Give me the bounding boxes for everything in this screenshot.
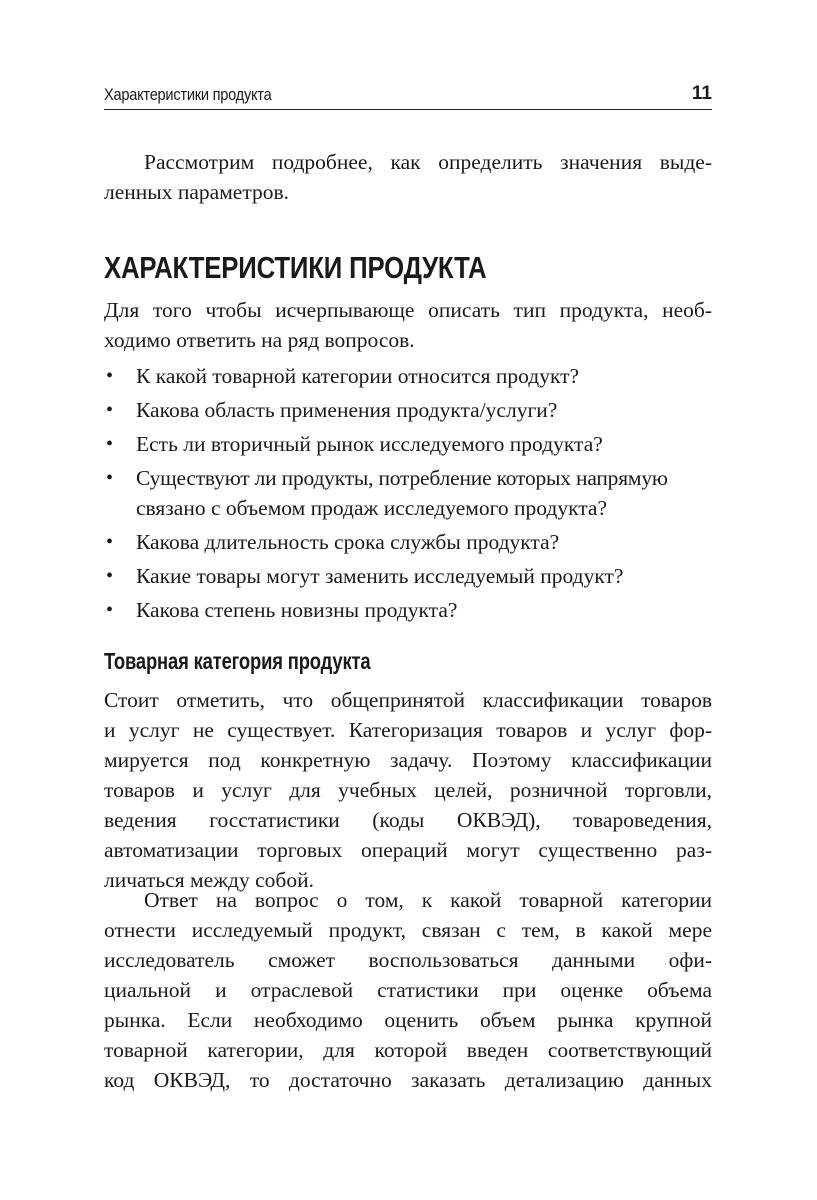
list-item-text: Есть ли вторичный рынок исследуемого продукта?	[136, 432, 603, 456]
text-line: исследователь сможет воспользоваться данными офи-	[104, 948, 712, 972]
section-lead-paragraph	[104, 295, 712, 355]
text-line: товарной категории, для которой введен соответствующий	[104, 1038, 712, 1062]
list-item	[104, 395, 712, 425]
section-heading: ХАРАКТЕРИСТИКИ ПРОДУКТА	[104, 250, 487, 285]
running-head	[104, 82, 712, 110]
subsection-heading: Товарная категория продукта	[104, 648, 371, 674]
text-line: и услуг не существует. Категоризация товаров и услуг фор-	[104, 718, 712, 742]
paragraph	[104, 885, 712, 1095]
text-line: Для того чтобы исчерпывающе описать тип продукта, необ-	[104, 298, 712, 322]
bullet-icon: •	[106, 565, 114, 587]
list-item	[104, 527, 712, 557]
bullet-icon: •	[106, 399, 114, 421]
text-line: Ответ на вопрос о том, к какой товарной категории	[144, 888, 712, 912]
bullet-icon: •	[106, 467, 114, 489]
text-line: мируется под конкретную задачу. Поэтому классификации	[104, 748, 712, 772]
text-line: личаться между собой.	[104, 868, 314, 892]
text-line: код ОКВЭД, то достаточно заказать детализацию данных	[104, 1068, 712, 1092]
text-line: ходимо ответить на ряд вопросов.	[104, 328, 415, 352]
list-item-text: связано с объемом продаж исследуемого продукта?	[136, 496, 607, 520]
text-line: циальной и отраслевой статистики при оценке объема	[104, 978, 712, 1002]
list-item-text: Какие товары могут заменить исследуемый продукт?	[136, 564, 624, 588]
list-item-text: Какова степень новизны продукта?	[136, 598, 458, 622]
list-item	[104, 595, 712, 625]
list-item	[104, 361, 712, 391]
list-item	[104, 463, 712, 523]
list-item-text: Какова длительность срока службы продукта?	[136, 530, 560, 554]
bullet-icon: •	[106, 599, 114, 621]
bullet-icon: •	[106, 433, 114, 455]
text-line: рынка. Если необходимо оценить объем рынка крупной	[104, 1008, 712, 1032]
running-title: Характеристики продукта	[104, 85, 272, 104]
paragraph	[104, 685, 712, 895]
list-item-text: Какова область применения продукта/услуги?	[136, 398, 558, 422]
list-item-text: К какой товарной категории относится продукт?	[136, 364, 580, 388]
book-page	[104, 0, 714, 1200]
question-list	[104, 361, 712, 629]
list-item	[104, 561, 712, 591]
text-line: отнести исследуемый продукт, связан с тем, в какой мере	[104, 918, 712, 942]
text-line: автоматизации торговых операций могут существенно раз-	[104, 838, 712, 862]
bullet-icon: •	[106, 531, 114, 553]
intro-paragraph	[104, 147, 712, 207]
text-line: Стоит отметить, что общепринятой классификации товаров	[104, 688, 712, 712]
list-item-text: Существуют ли продукты, потребление которых напрямую	[136, 466, 668, 490]
text-line: товаров и услуг для учебных целей, розничной торговли,	[104, 778, 712, 802]
text-line: ведения госстатистики (коды ОКВЭД), товароведения,	[104, 808, 712, 832]
bullet-icon: •	[106, 365, 114, 387]
text-line: ленных параметров.	[104, 180, 290, 204]
list-item	[104, 429, 712, 459]
page-number: 11	[691, 83, 712, 104]
text-line: Рассмотрим подробнее, как определить значения выде-	[144, 150, 712, 174]
